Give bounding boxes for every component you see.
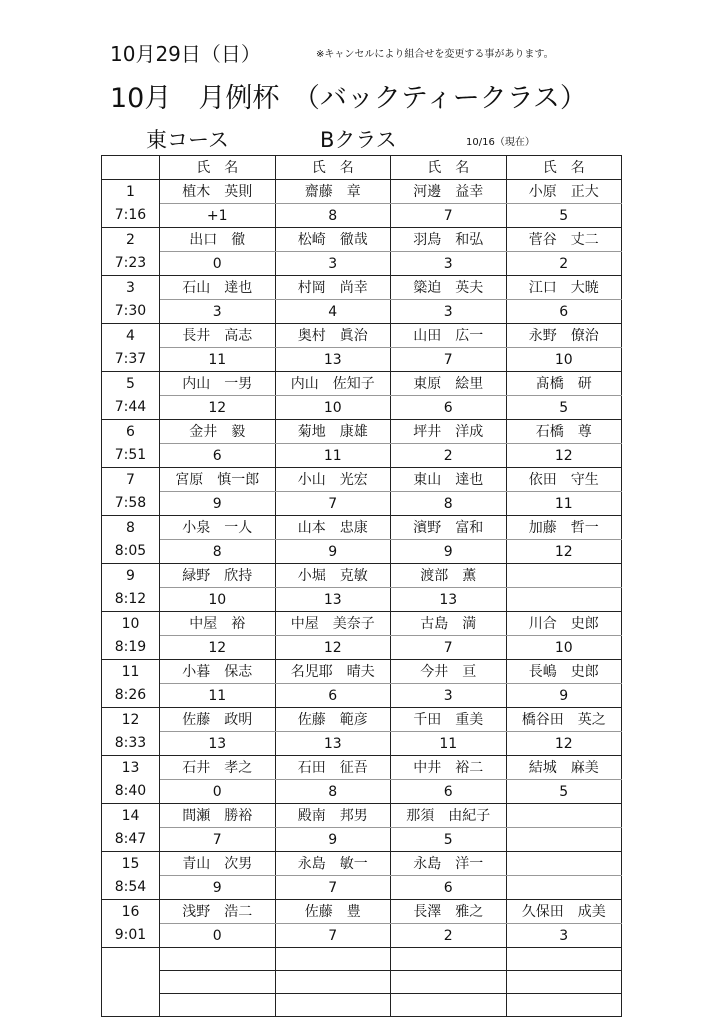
player-name: 古島 満: [391, 612, 507, 636]
group-number: 13: [102, 756, 160, 780]
group-number: 14: [102, 804, 160, 828]
group-name-row: [102, 420, 622, 444]
player-handicap: 6: [391, 780, 507, 804]
player-name: 千田 重美: [391, 708, 507, 732]
player-name: 髙橋 研: [506, 372, 622, 396]
player-handicap: 7: [275, 492, 391, 516]
player-name: 出口 徹: [160, 228, 276, 252]
header-group-cell: [102, 156, 160, 180]
player-name: 殿南 邦男: [275, 804, 391, 828]
empty-row: [102, 994, 622, 1017]
tee-time: 8:40: [102, 780, 160, 804]
player-handicap: 2: [506, 252, 622, 276]
player-name: 緑野 欣持: [160, 564, 276, 588]
group-number: 3: [102, 276, 160, 300]
player-name: 小堀 克敏: [275, 564, 391, 588]
player-name: 中井 裕二: [391, 756, 507, 780]
player-handicap: 9: [160, 876, 276, 900]
player-handicap: 12: [506, 732, 622, 756]
page-title: 10月 月例杯 （バックティークラス）: [110, 83, 587, 114]
group-handicap-row: [102, 348, 622, 372]
empty-cell: [275, 971, 391, 994]
tee-time: 7:16: [102, 204, 160, 228]
empty-cell: [160, 994, 276, 1017]
player-handicap: 3: [506, 924, 622, 948]
empty-row: [102, 971, 622, 994]
player-name: 金井 毅: [160, 420, 276, 444]
course-label: 東コース: [146, 128, 229, 152]
empty-cell: [102, 994, 160, 1017]
empty-cell: [275, 994, 391, 1017]
player-handicap: 0: [160, 780, 276, 804]
player-name: [506, 804, 622, 828]
group-number: 6: [102, 420, 160, 444]
empty-cell: [275, 948, 391, 971]
player-handicap: 12: [160, 636, 276, 660]
tee-time: 8:19: [102, 636, 160, 660]
group-handicap-row: [102, 204, 622, 228]
player-name: 青山 次男: [160, 852, 276, 876]
player-name: 永野 僚治: [506, 324, 622, 348]
player-name: 河邊 益幸: [391, 180, 507, 204]
player-name: 石井 孝之: [160, 756, 276, 780]
group-name-row: [102, 468, 622, 492]
player-name: 東山 達也: [391, 468, 507, 492]
player-name: 長嶋 史郎: [506, 660, 622, 684]
player-name: 依田 守生: [506, 468, 622, 492]
player-handicap: 2: [391, 924, 507, 948]
player-handicap: 13: [275, 588, 391, 612]
player-name: 菅谷 丈二: [506, 228, 622, 252]
player-name: [506, 564, 622, 588]
group-handicap-row: [102, 444, 622, 468]
player-name: 中屋 裕: [160, 612, 276, 636]
empty-cell: [160, 948, 276, 971]
player-name: 小泉 一人: [160, 516, 276, 540]
group-name-row: [102, 564, 622, 588]
player-handicap: 5: [506, 780, 622, 804]
group-number: 9: [102, 564, 160, 588]
player-name: 小原 正大: [506, 180, 622, 204]
player-handicap: 6: [391, 396, 507, 420]
column-header: 氏 名: [391, 156, 507, 180]
group-number: 15: [102, 852, 160, 876]
player-name: 石山 達也: [160, 276, 276, 300]
group-handicap-row: [102, 732, 622, 756]
player-name: 小暮 保志: [160, 660, 276, 684]
group-number: 16: [102, 900, 160, 924]
player-name: 永島 洋一: [391, 852, 507, 876]
player-handicap: 8: [391, 492, 507, 516]
player-name: 小山 光宏: [275, 468, 391, 492]
group-number: 4: [102, 324, 160, 348]
empty-cell: [160, 971, 276, 994]
player-name: 間瀬 勝裕: [160, 804, 276, 828]
player-handicap: 7: [391, 348, 507, 372]
player-name: 今井 亘: [391, 660, 507, 684]
empty-cell: [391, 971, 507, 994]
player-handicap: 5: [391, 828, 507, 852]
player-handicap: 9: [391, 540, 507, 564]
player-handicap: 9: [160, 492, 276, 516]
group-name-row: [102, 804, 622, 828]
group-number: 1: [102, 180, 160, 204]
group-name-row: [102, 228, 622, 252]
pairings-table: [101, 155, 622, 1017]
player-handicap: 12: [506, 540, 622, 564]
column-header: 氏 名: [506, 156, 622, 180]
player-handicap: 13: [275, 732, 391, 756]
tee-time: 7:44: [102, 396, 160, 420]
group-handicap-row: [102, 780, 622, 804]
player-handicap: [506, 588, 622, 612]
player-name: 名児耶 晴夫: [275, 660, 391, 684]
player-handicap: 2: [391, 444, 507, 468]
group-number: 8: [102, 516, 160, 540]
player-name: 山田 広一: [391, 324, 507, 348]
cancellation-note: ※キャンセルにより組合せを変更する事があります。: [316, 49, 554, 60]
player-name: 植木 英則: [160, 180, 276, 204]
tee-time: 7:37: [102, 348, 160, 372]
group-handicap-row: [102, 588, 622, 612]
empty-row: [102, 948, 622, 971]
empty-cell: [391, 948, 507, 971]
player-handicap: 6: [275, 684, 391, 708]
tee-time: 8:54: [102, 876, 160, 900]
tee-time: 8:26: [102, 684, 160, 708]
player-handicap: 6: [160, 444, 276, 468]
player-name: 奥村 眞治: [275, 324, 391, 348]
player-handicap: 13: [160, 732, 276, 756]
column-header: 氏 名: [275, 156, 391, 180]
player-name: 村岡 尚幸: [275, 276, 391, 300]
player-handicap: 11: [275, 444, 391, 468]
player-name: 松崎 徹哉: [275, 228, 391, 252]
group-handicap-row: [102, 396, 622, 420]
player-name: 宮原 慎一郎: [160, 468, 276, 492]
player-handicap: 10: [275, 396, 391, 420]
tee-time: 8:33: [102, 732, 160, 756]
empty-cell: [391, 994, 507, 1017]
player-handicap: 8: [160, 540, 276, 564]
player-name: 橋谷田 英之: [506, 708, 622, 732]
player-name: 結城 麻美: [506, 756, 622, 780]
group-handicap-row: [102, 252, 622, 276]
pairings-body: [102, 180, 622, 1017]
as-of-date: 10/16（現在）: [466, 137, 535, 148]
player-handicap: 3: [275, 252, 391, 276]
player-name: 濱野 富和: [391, 516, 507, 540]
group-name-row: [102, 756, 622, 780]
player-handicap: 9: [275, 540, 391, 564]
group-number: 5: [102, 372, 160, 396]
group-name-row: [102, 852, 622, 876]
tee-time: 7:30: [102, 300, 160, 324]
player-handicap: 7: [275, 924, 391, 948]
empty-cell: [102, 971, 160, 994]
player-handicap: [506, 876, 622, 900]
player-name: 渡部 薫: [391, 564, 507, 588]
group-handicap-row: [102, 828, 622, 852]
group-name-row: [102, 708, 622, 732]
group-handicap-row: [102, 684, 622, 708]
player-handicap: 12: [160, 396, 276, 420]
group-handicap-row: [102, 540, 622, 564]
empty-cell: [506, 971, 622, 994]
player-name: 佐藤 範彦: [275, 708, 391, 732]
player-handicap: 8: [275, 204, 391, 228]
player-name: 加藤 哲一: [506, 516, 622, 540]
player-name: 佐藤 豊: [275, 900, 391, 924]
player-handicap: 3: [391, 684, 507, 708]
player-handicap: 12: [275, 636, 391, 660]
player-handicap: 6: [391, 876, 507, 900]
player-name: 那須 由紀子: [391, 804, 507, 828]
tee-time: 8:47: [102, 828, 160, 852]
empty-cell: [506, 994, 622, 1017]
player-name: 中屋 美奈子: [275, 612, 391, 636]
player-handicap: 10: [506, 636, 622, 660]
group-name-row: [102, 612, 622, 636]
player-name: 石橋 尊: [506, 420, 622, 444]
empty-cell: [506, 948, 622, 971]
group-number: 2: [102, 228, 160, 252]
player-name: 浅野 浩二: [160, 900, 276, 924]
player-name: 内山 佐知子: [275, 372, 391, 396]
tee-time: 8:05: [102, 540, 160, 564]
player-handicap: 0: [160, 924, 276, 948]
tee-time: 8:12: [102, 588, 160, 612]
player-name: 石田 征吾: [275, 756, 391, 780]
player-handicap: 3: [391, 300, 507, 324]
player-handicap: 7: [391, 204, 507, 228]
tee-time: 7:51: [102, 444, 160, 468]
player-handicap: 11: [160, 348, 276, 372]
player-handicap: 12: [506, 444, 622, 468]
player-handicap: 6: [506, 300, 622, 324]
player-name: 川合 史郎: [506, 612, 622, 636]
event-date: 10月29日（日）: [110, 42, 261, 66]
group-handicap-row: [102, 636, 622, 660]
player-name: 齋藤 章: [275, 180, 391, 204]
player-handicap: 7: [391, 636, 507, 660]
group-number: 10: [102, 612, 160, 636]
player-handicap: 3: [160, 300, 276, 324]
group-name-row: [102, 516, 622, 540]
group-handicap-row: [102, 876, 622, 900]
player-handicap: 11: [506, 492, 622, 516]
player-name: 長澤 雅之: [391, 900, 507, 924]
player-name: 佐藤 政明: [160, 708, 276, 732]
player-handicap: 10: [506, 348, 622, 372]
group-number: 12: [102, 708, 160, 732]
player-handicap: 10: [160, 588, 276, 612]
tee-time: 7:23: [102, 252, 160, 276]
empty-cell: [102, 948, 160, 971]
group-name-row: [102, 660, 622, 684]
group-handicap-row: [102, 300, 622, 324]
player-handicap: [506, 828, 622, 852]
player-handicap: 11: [160, 684, 276, 708]
player-name: 菊地 康雄: [275, 420, 391, 444]
player-name: 内山 一男: [160, 372, 276, 396]
player-name: 長井 高志: [160, 324, 276, 348]
class-label: Bクラス: [320, 128, 397, 152]
group-handicap-row: [102, 492, 622, 516]
table-header-row: [102, 156, 622, 180]
group-handicap-row: [102, 924, 622, 948]
player-name: 羽鳥 和弘: [391, 228, 507, 252]
player-name: 山本 忠康: [275, 516, 391, 540]
group-name-row: [102, 276, 622, 300]
player-handicap: 5: [506, 396, 622, 420]
player-name: 坪井 洋成: [391, 420, 507, 444]
player-handicap: 11: [391, 732, 507, 756]
player-handicap: 7: [160, 828, 276, 852]
player-name: 江口 大暁: [506, 276, 622, 300]
column-header: 氏 名: [160, 156, 276, 180]
group-name-row: [102, 324, 622, 348]
player-handicap: 5: [506, 204, 622, 228]
player-handicap: 0: [160, 252, 276, 276]
player-handicap: 3: [391, 252, 507, 276]
player-name: 久保田 成美: [506, 900, 622, 924]
tee-time: 9:01: [102, 924, 160, 948]
group-name-row: [102, 180, 622, 204]
group-name-row: [102, 900, 622, 924]
player-name: [506, 852, 622, 876]
player-handicap: 13: [275, 348, 391, 372]
player-handicap: 8: [275, 780, 391, 804]
player-name: 永島 敏一: [275, 852, 391, 876]
player-name: 簗迫 英夫: [391, 276, 507, 300]
player-name: 東原 絵里: [391, 372, 507, 396]
player-handicap: 13: [391, 588, 507, 612]
player-handicap: 4: [275, 300, 391, 324]
group-number: 7: [102, 468, 160, 492]
group-number: 11: [102, 660, 160, 684]
player-handicap: 7: [275, 876, 391, 900]
tee-time: 7:58: [102, 492, 160, 516]
player-handicap: +1: [160, 204, 276, 228]
player-handicap: 9: [506, 684, 622, 708]
player-handicap: 9: [275, 828, 391, 852]
group-name-row: [102, 372, 622, 396]
